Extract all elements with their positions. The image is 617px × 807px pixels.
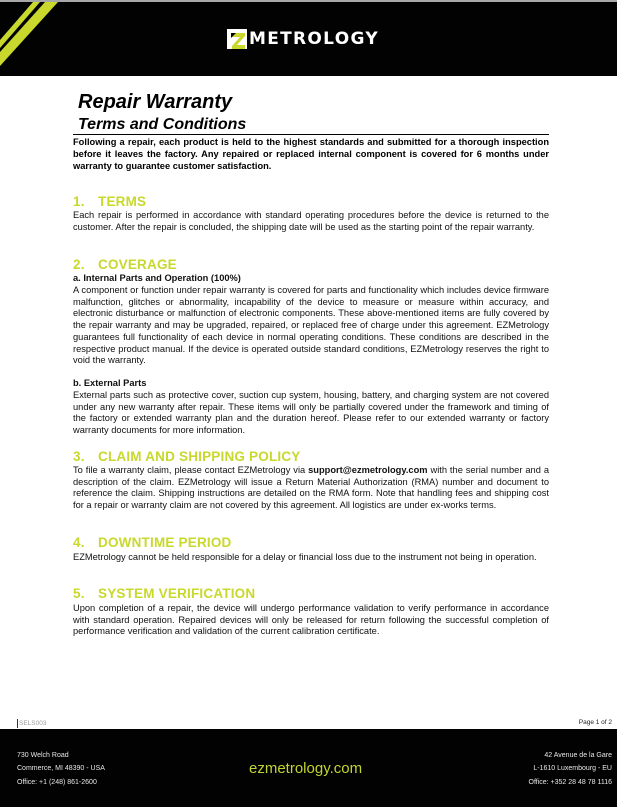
eu-address-block — [529, 749, 612, 789]
eu-office-phone: Office: +352 28 48 78 1116 — [528, 778, 612, 786]
section-title: TERMS — [98, 194, 147, 209]
terms-paragraph: Each repair is performed in accordance with standard operating procedures before the device is returned to the customer. After the repair is concluded, the shipping date will be used as the starting point of the repair warranty. — [73, 210, 549, 232]
ezmetrology-logo — [227, 26, 379, 52]
page-header-banner — [0, 2, 617, 76]
eu-address-city: L-1610 Luxembourg - EU — [533, 765, 612, 773]
section-heading-downtime — [73, 535, 232, 550]
us-office-phone: Office: +1 (248) 861-2600 — [17, 778, 97, 786]
section-title: CLAIM AND SHIPPING POLICY — [98, 449, 301, 464]
us-address-street: 730 Welch Road — [17, 752, 69, 759]
claim-text-after: with the serial number and a description of the claim. EZMetrology will issue a Return Material Authorization (RMA) number and document to reference the claim. Shipping instructions are detailed on the RMA form. Note that handling fees and shipping cost for a repair or warranty claim are not covered by this agreement. All logistics are under ex-works terms. — [73, 465, 549, 511]
section-number: 5. — [73, 586, 85, 601]
ez-logo-mark-icon — [227, 29, 247, 49]
external-parts-paragraph: External parts such as protective cover, suction cup system, housing, battery, and charging system are not covered under any new warranty after repair. These items will only be partially covered under the framework and timing of the factory or extended warranty plan and the duration hereof. Please refer to our extended warranty or factory warranty documents for more information. — [73, 390, 549, 436]
page-number: Page 1 of 2 — [578, 719, 612, 726]
claim-text-before: To file a warranty claim, please contact EZMetrology via — [73, 465, 309, 475]
logo-text: METROLOGY — [249, 29, 379, 49]
claim-shipping-paragraph — [73, 465, 549, 512]
website-link[interactable]: ezmetrology.com — [249, 760, 363, 777]
us-address-city: Commerce, MI 48390 - USA — [17, 765, 105, 773]
system-verification-paragraph: Upon completion of a repair, the device will undergo performance validation to verify performance in accordance with standard operation. Repaired devices will only be released for return following the successful completion of performance verification and validation of the current calibration certificate. — [73, 603, 549, 637]
section-title: COVERAGE — [98, 257, 177, 272]
section-number: 1. — [73, 194, 85, 209]
subsection-heading-internal-parts: a. Internal Parts and Operation (100%) — [73, 273, 241, 283]
section-number: 4. — [73, 535, 85, 550]
intro-paragraph: Following a repair, each product is held to the highest standards and submitted for a thorough inspection before it leaves the factory. Any repaired or replaced internal component is covered for 6 months under warranty to guarantee customer satisfaction. — [73, 137, 549, 171]
document-id: SELS003 — [19, 720, 47, 727]
support-email-link[interactable]: support@ezmetrology.com — [308, 465, 428, 475]
section-heading-system-verification — [73, 586, 255, 601]
page-footer — [0, 729, 617, 807]
eu-address-street: 42 Avenue de la Gare — [544, 752, 612, 759]
section-title: SYSTEM VERIFICATION — [98, 586, 256, 601]
section-number: 2. — [73, 257, 85, 272]
section-heading-terms — [73, 194, 146, 209]
downtime-paragraph: EZMetrology cannot be held responsible for a delay or financial loss due to the instrument not being in operation. — [73, 552, 537, 562]
section-number: 3. — [73, 449, 85, 464]
title-divider — [73, 134, 549, 135]
document-title: Repair Warranty — [78, 91, 233, 113]
document-subtitle: Terms and Conditions — [78, 116, 247, 133]
section-title: DOWNTIME PERIOD — [98, 535, 232, 550]
us-address-block — [17, 749, 105, 789]
decorative-stripes-icon — [0, 2, 70, 76]
section-heading-claim-shipping — [73, 449, 301, 464]
subsection-heading-external-parts: b. External Parts — [73, 378, 147, 388]
section-heading-coverage — [73, 257, 177, 272]
internal-parts-paragraph: A component or function under repair warranty is covered for parts and functionality which includes device firmware malfunction, glitches or abnormality, incapability of the device to measure or measure within accuracy, and electronic disturbance or malfunction of electronic components. These above-mentioned items are fully covered by the repair warranty and may be upgraded, repaired, or replaced free of charge under this agreement. EZMetrology guarantees full functionality of each device in normal operating conditions. These conditions are described in the respective product manual. If the device is operated outside standard conditions, EZMetrology reserves the right to void the warranty. — [73, 285, 549, 366]
